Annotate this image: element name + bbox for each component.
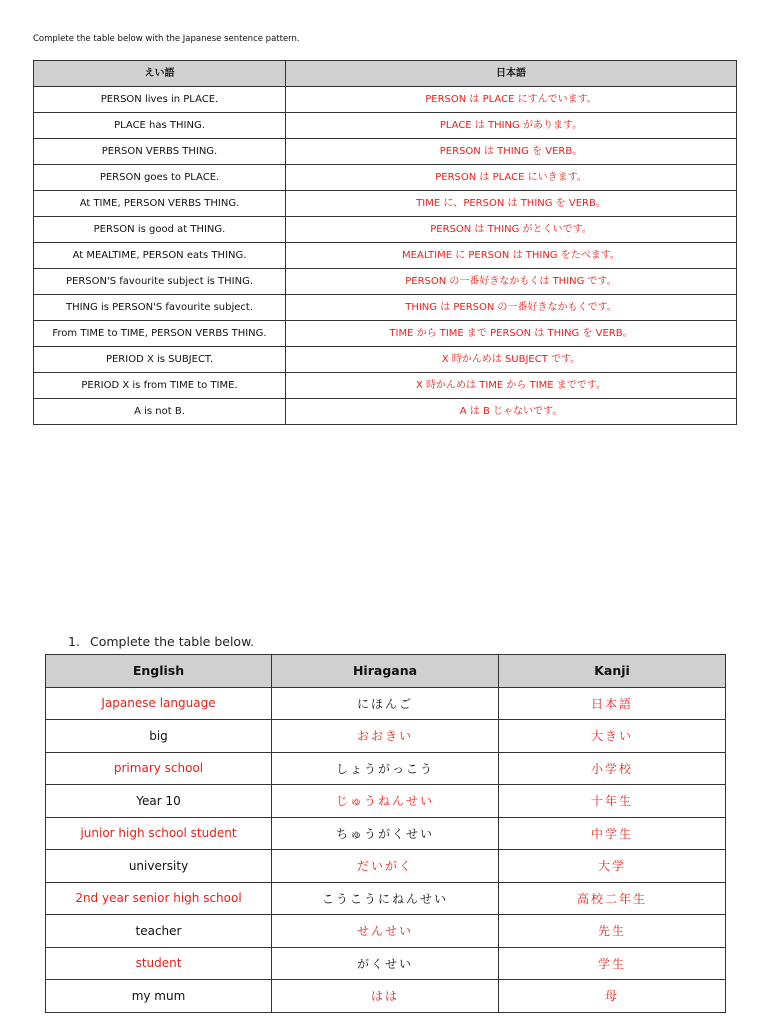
header-japanese: 日本語 [286, 61, 737, 87]
table-row [34, 139, 737, 165]
english-cell: Japanese language [46, 687, 272, 720]
kanji-cell: 母 [499, 980, 726, 1013]
english-sentence-cell: THING is PERSON'S favourite subject. [34, 295, 286, 321]
hiragana-cell: がくせい [272, 947, 499, 980]
table-row [34, 347, 737, 373]
table-row [34, 295, 737, 321]
japanese-pattern-cell: X 時かんめは TIME から TIME までです。 [286, 373, 737, 399]
english-cell: 2nd year senior high school [46, 882, 272, 915]
table-row [34, 399, 737, 425]
question-number: 1. [68, 634, 80, 649]
table-row [46, 915, 726, 948]
kanji-cell: 小学校 [499, 752, 726, 785]
table-row [34, 217, 737, 243]
table-header-row [34, 61, 737, 87]
hiragana-cell: だいがく [272, 850, 499, 883]
japanese-pattern-cell: PERSON は THING を VERB。 [286, 139, 737, 165]
hiragana-cell: しょうがっこう [272, 752, 499, 785]
table-row [46, 817, 726, 850]
table-row [46, 720, 726, 753]
kanji-cell: 大学 [499, 850, 726, 883]
japanese-pattern-cell: TIME に、PERSON は THING を VERB。 [286, 191, 737, 217]
header-kanji: Kanji [499, 655, 726, 688]
header-english: えい語 [34, 61, 286, 87]
hiragana-cell: せんせい [272, 915, 499, 948]
english-sentence-cell: PERIOD X is from TIME to TIME. [34, 373, 286, 399]
instructions-vocabulary [68, 634, 254, 649]
instructions-sentence-patterns: Complete the table below with the Japanese sentence pattern. [33, 34, 300, 44]
kanji-cell: 高校二年生 [499, 882, 726, 915]
kanji-cell: 十年生 [499, 785, 726, 818]
hiragana-cell: にほんご [272, 687, 499, 720]
kanji-cell: 中学生 [499, 817, 726, 850]
kanji-cell: 先生 [499, 915, 726, 948]
table-row [34, 373, 737, 399]
table-row [34, 191, 737, 217]
english-cell: big [46, 720, 272, 753]
kanji-cell: 学生 [499, 947, 726, 980]
table-row [46, 980, 726, 1013]
table-row [34, 321, 737, 347]
english-sentence-cell: PERSON is good at THING. [34, 217, 286, 243]
japanese-pattern-cell: X 時かんめは SUBJECT です。 [286, 347, 737, 373]
english-sentence-cell: PERSON'S favourite subject is THING. [34, 269, 286, 295]
japanese-pattern-cell: THING は PERSON の一番好きなかもくです。 [286, 295, 737, 321]
hiragana-cell: はは [272, 980, 499, 1013]
vocabulary-table [45, 654, 726, 1013]
english-sentence-cell: From TIME to TIME, PERSON VERBS THING. [34, 321, 286, 347]
hiragana-cell: こうこうにねんせい [272, 882, 499, 915]
hiragana-cell: じゅうねんせい [272, 785, 499, 818]
english-cell: junior high school student [46, 817, 272, 850]
table-row [46, 947, 726, 980]
table-row [46, 882, 726, 915]
english-cell: primary school [46, 752, 272, 785]
english-cell: Year 10 [46, 785, 272, 818]
table-row [46, 687, 726, 720]
japanese-pattern-cell: A は B じゃないです。 [286, 399, 737, 425]
table-row [34, 243, 737, 269]
english-cell: teacher [46, 915, 272, 948]
header-hiragana: Hiragana [272, 655, 499, 688]
table-row [34, 113, 737, 139]
english-sentence-cell: At MEALTIME, PERSON eats THING. [34, 243, 286, 269]
table-row [46, 752, 726, 785]
question-text: Complete the table below. [90, 634, 255, 649]
english-sentence-cell: PERSON lives in PLACE. [34, 87, 286, 113]
table-row [34, 165, 737, 191]
english-sentence-cell: At TIME, PERSON VERBS THING. [34, 191, 286, 217]
kanji-cell: 大きい [499, 720, 726, 753]
english-sentence-cell: PERSON goes to PLACE. [34, 165, 286, 191]
english-cell: student [46, 947, 272, 980]
japanese-pattern-cell: PERSON の一番好きなかもくは THING です。 [286, 269, 737, 295]
japanese-pattern-cell: TIME から TIME まで PERSON は THING を VERB。 [286, 321, 737, 347]
table-row [46, 850, 726, 883]
hiragana-cell: ちゅうがくせい [272, 817, 499, 850]
table-header-row [46, 655, 726, 688]
header-english: English [46, 655, 272, 688]
table-row [34, 269, 737, 295]
sentence-pattern-table [33, 60, 737, 425]
hiragana-cell: おおきい [272, 720, 499, 753]
japanese-pattern-cell: PLACE は THING があります。 [286, 113, 737, 139]
english-sentence-cell: PERIOD X is SUBJECT. [34, 347, 286, 373]
english-sentence-cell: A is not B. [34, 399, 286, 425]
english-cell: my mum [46, 980, 272, 1013]
japanese-pattern-cell: PERSON は THING がとくいです。 [286, 217, 737, 243]
english-sentence-cell: PLACE has THING. [34, 113, 286, 139]
japanese-pattern-cell: MEALTIME に PERSON は THING をたべます。 [286, 243, 737, 269]
table-row [34, 87, 737, 113]
kanji-cell: 日本語 [499, 687, 726, 720]
japanese-pattern-cell: PERSON は PLACE にすんでいます。 [286, 87, 737, 113]
table-row [46, 785, 726, 818]
japanese-pattern-cell: PERSON は PLACE にいきます。 [286, 165, 737, 191]
english-sentence-cell: PERSON VERBS THING. [34, 139, 286, 165]
english-cell: university [46, 850, 272, 883]
